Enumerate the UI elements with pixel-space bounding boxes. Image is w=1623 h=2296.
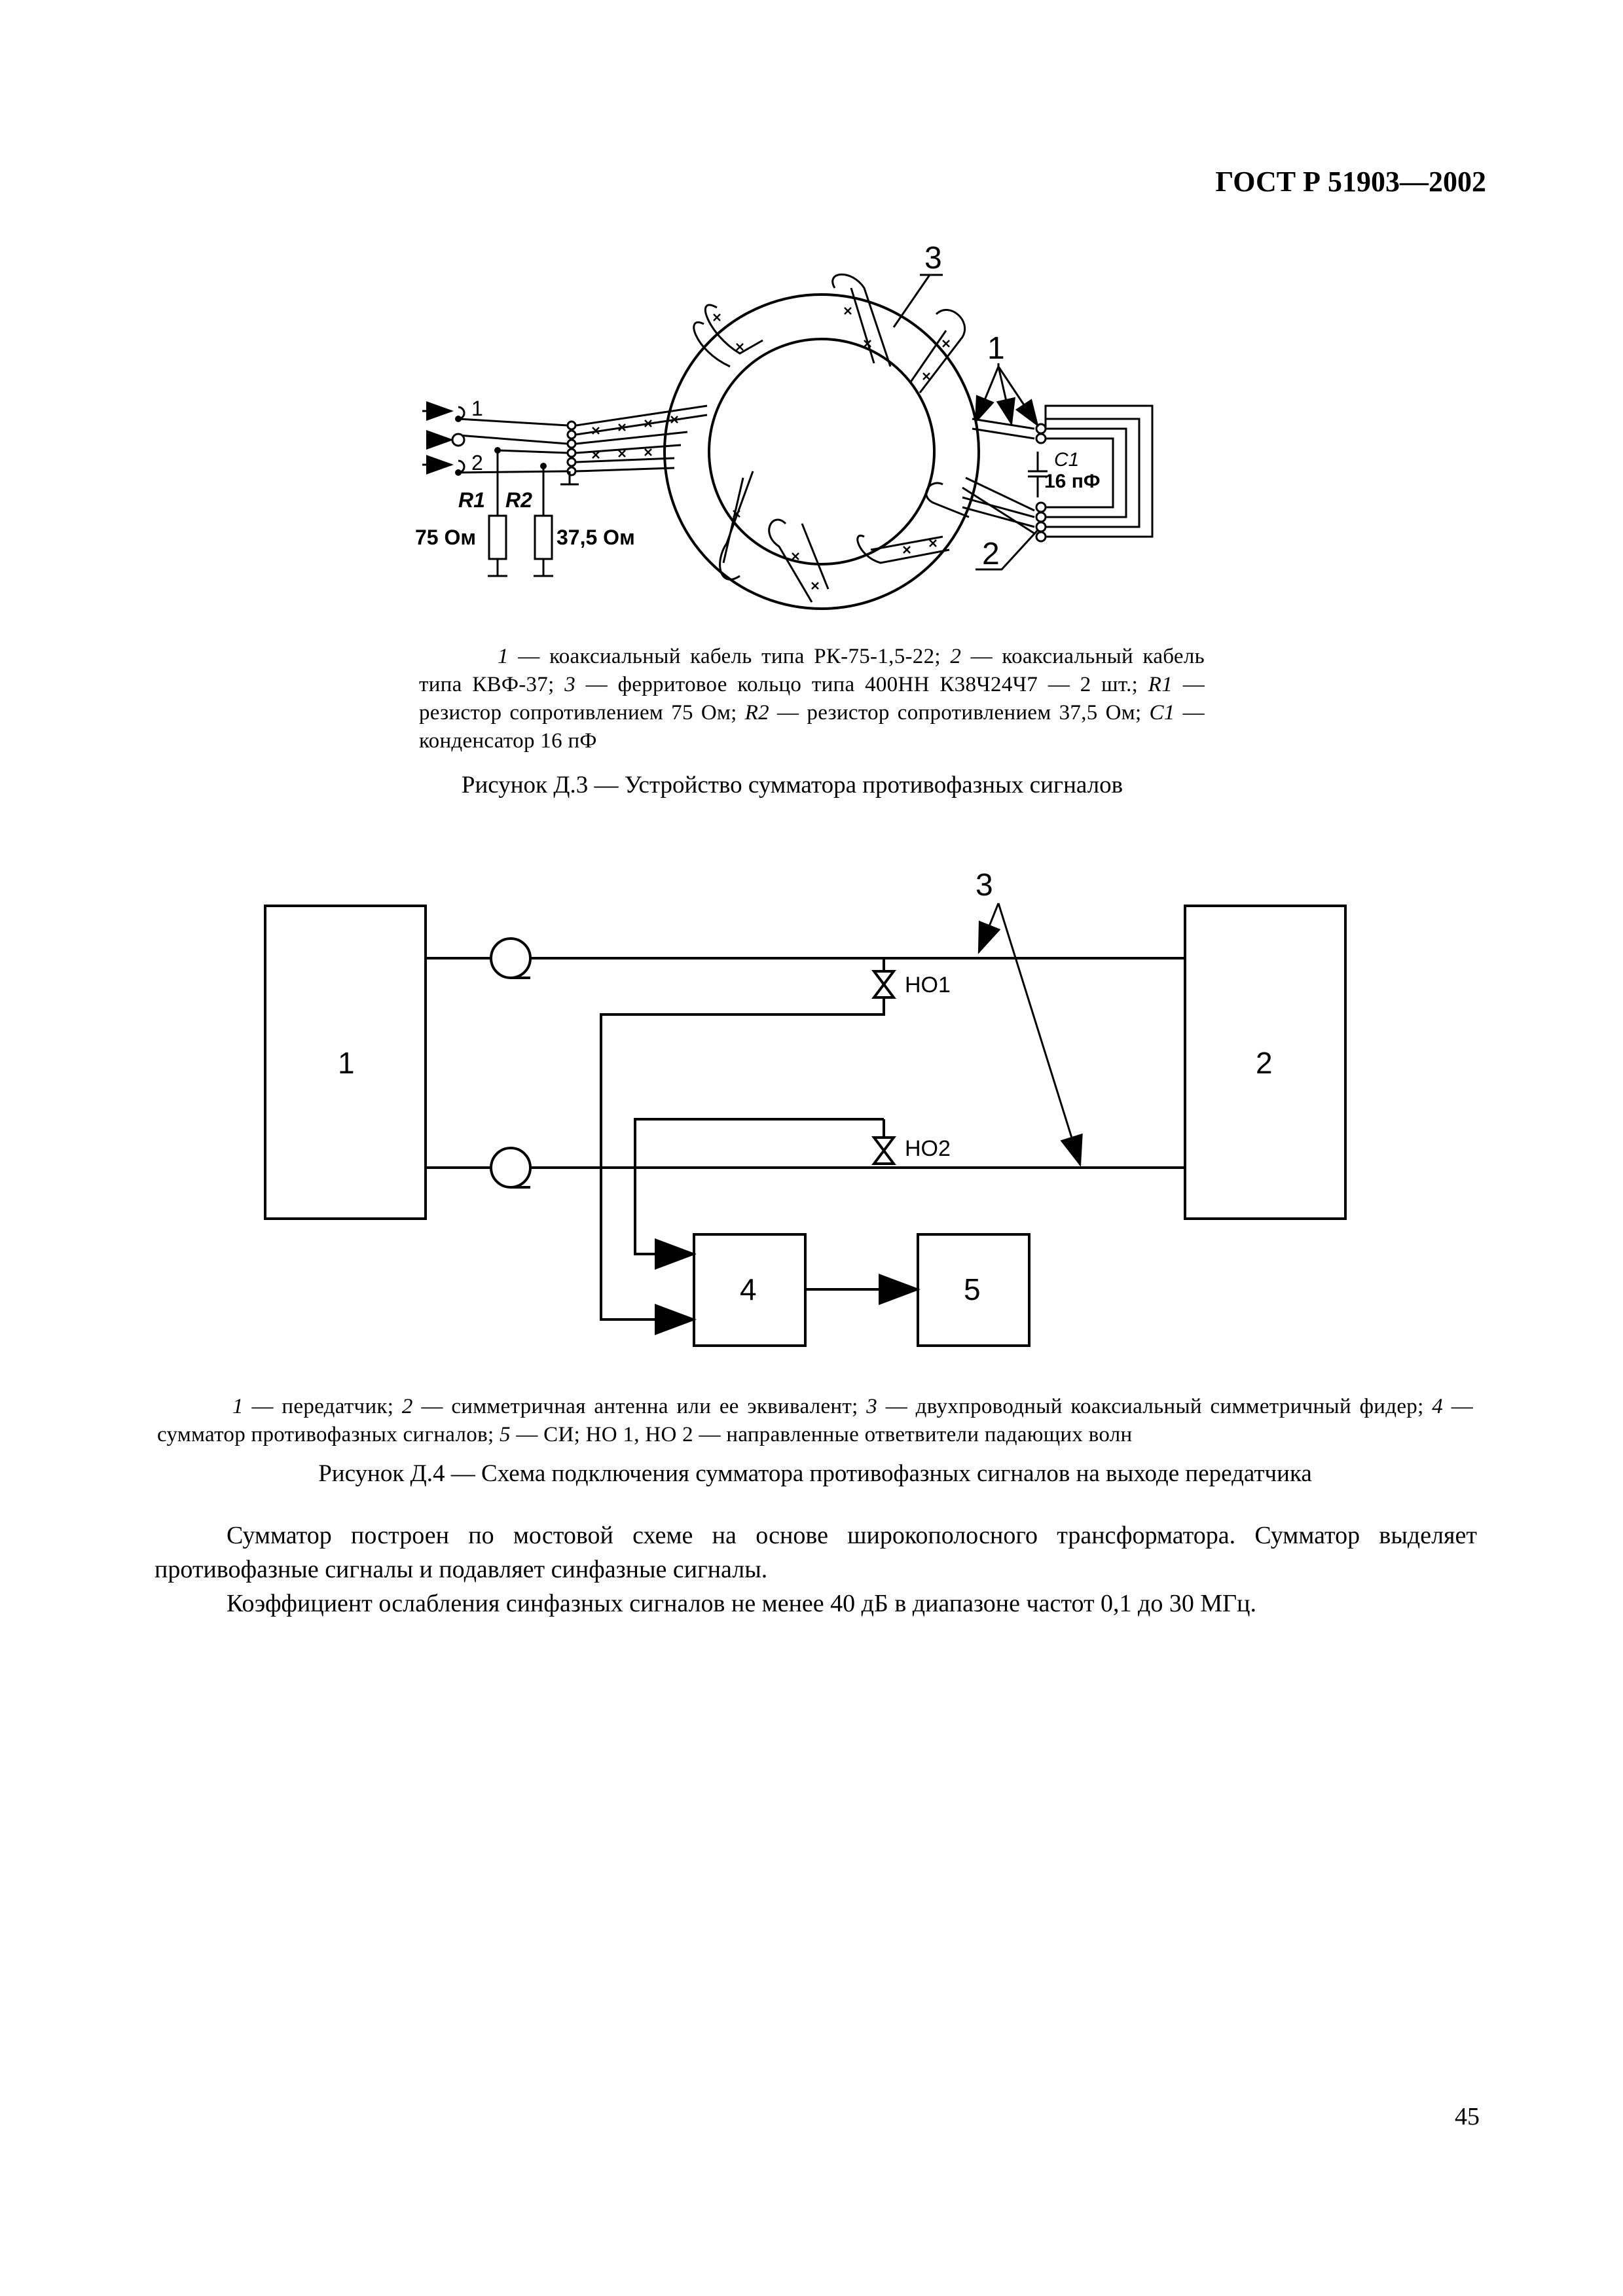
legend-d3-t3: — ферритовое кольцо типа 400НН К38Ч24Ч7 — 2 шт.; <box>575 673 1148 696</box>
legend-d3-t4: — резистор сопротивлением 75 Ом; <box>419 673 1205 725</box>
r2-value-label: 37,5 Ом <box>556 526 635 549</box>
coupler2-label: НО2 <box>905 1136 951 1161</box>
legend-d4-t4: — сумматор противофазных сигналов; <box>157 1395 1473 1446</box>
resistors <box>489 516 552 559</box>
c1-label: C1 <box>1054 449 1080 471</box>
legend-d4-n4: 4 <box>1432 1395 1444 1418</box>
standard-header: ГОСТ Р 51903—2002 <box>1215 166 1486 198</box>
coupler-ho2 <box>874 1119 894 1164</box>
junction-dots <box>455 416 547 476</box>
cable2-label: 2 <box>982 537 1000 571</box>
block4-label: 4 <box>740 1272 757 1306</box>
r1-value-label: 75 Ом <box>415 526 477 549</box>
legend-d4-t3: — двухпроводный коаксиальный симметричный фидер; <box>877 1395 1432 1418</box>
block1-label: 1 <box>338 1046 355 1080</box>
legend-d3-n5: R2 <box>744 701 769 725</box>
body-paragraph-2: Коэффициент ослабления синфазных сигналов не менее 40 дБ в диапазоне частот 0,1 до 30 МГц. <box>227 1590 1256 1617</box>
figure-d3-caption: Рисунок Д.3 — Устройство сумматора противофазных сигналов <box>461 772 1123 798</box>
legend-d3-t5: — резистор сопротивлением 37,5 Ом; <box>769 701 1150 725</box>
r1-label: R1 <box>458 488 485 512</box>
legend-d3-t6: — конденсатор 16 пФ <box>419 701 1205 753</box>
coax-lower <box>491 1148 530 1187</box>
legend-d3-n4: R1 <box>1148 673 1173 696</box>
block5-label: 5 <box>964 1272 981 1306</box>
cable-x-marks <box>714 308 949 589</box>
cable1-leaders <box>976 363 1038 425</box>
coax-upper <box>491 939 530 978</box>
r2-label: R2 <box>505 488 532 512</box>
legend-d3-t1: — коаксиальный кабель типа РК-75-1,5-22; <box>508 645 951 668</box>
page-number: 45 <box>1455 2103 1480 2130</box>
cable-windings <box>694 274 969 602</box>
coax-symbols <box>491 939 530 1187</box>
coupler-ho1 <box>874 958 894 997</box>
legend-d4-t2: — симметричная антенна или ее эквивалент; <box>412 1395 867 1418</box>
cable1-label: 1 <box>987 331 1005 366</box>
resistor-r2 <box>535 516 552 559</box>
c1-value-label: 16 пФ <box>1044 471 1101 492</box>
input-bundle <box>576 406 707 471</box>
ferrite-ring <box>665 295 979 609</box>
figure-d3-diagram <box>0 0 1623 655</box>
port2-label: 2 <box>471 451 483 475</box>
feeder-leaders <box>979 903 1080 1165</box>
input-terminals <box>568 422 575 475</box>
figure-d4-caption: Рисунок Д.4 — Схема подключения сумматора противофазных сигналов на выходе передатчика <box>318 1460 1312 1487</box>
legend-d3-n2: 2 <box>950 645 962 668</box>
feeder-label: 3 <box>976 868 993 903</box>
block2-label: 2 <box>1256 1046 1273 1080</box>
port1-label: 1 <box>471 397 483 420</box>
legend-d3-n6: C1 <box>1149 701 1175 725</box>
legend-d4-n3: 3 <box>866 1395 878 1418</box>
legend-d3-n3: 3 <box>564 673 576 696</box>
legend-d4-n5: 5 <box>499 1423 511 1446</box>
resistor-r1 <box>489 516 506 559</box>
figure-d3-legend <box>419 643 1205 755</box>
coupler1-label: НО1 <box>905 973 951 997</box>
legend-d3-n1: 1 <box>498 645 509 668</box>
legend-d4-t5: — СИ; НО 1, НО 2 — направленные ответвители падающих волн <box>510 1423 1133 1446</box>
legend-d4-n1: 1 <box>232 1395 244 1418</box>
legend-d4-t1: — передатчик; <box>243 1395 402 1418</box>
tap-lines <box>601 997 918 1319</box>
body-paragraph-1: Сумматор построен по мостовой схеме на основе широкополосного трансформатора. Сумматор выделяет противофазные сигналы и подавляет синфазные сигналы. <box>155 1522 1477 1583</box>
legend-d4-n2: 2 <box>401 1395 413 1418</box>
output-bundles <box>962 419 1034 533</box>
figure-d4-legend <box>157 1393 1473 1449</box>
ring-label: 3 <box>924 241 942 276</box>
legend-d3-t2: — коаксиальный кабель типа КВФ-37; <box>419 645 1205 696</box>
figure-d4-diagram <box>0 851 1623 1374</box>
